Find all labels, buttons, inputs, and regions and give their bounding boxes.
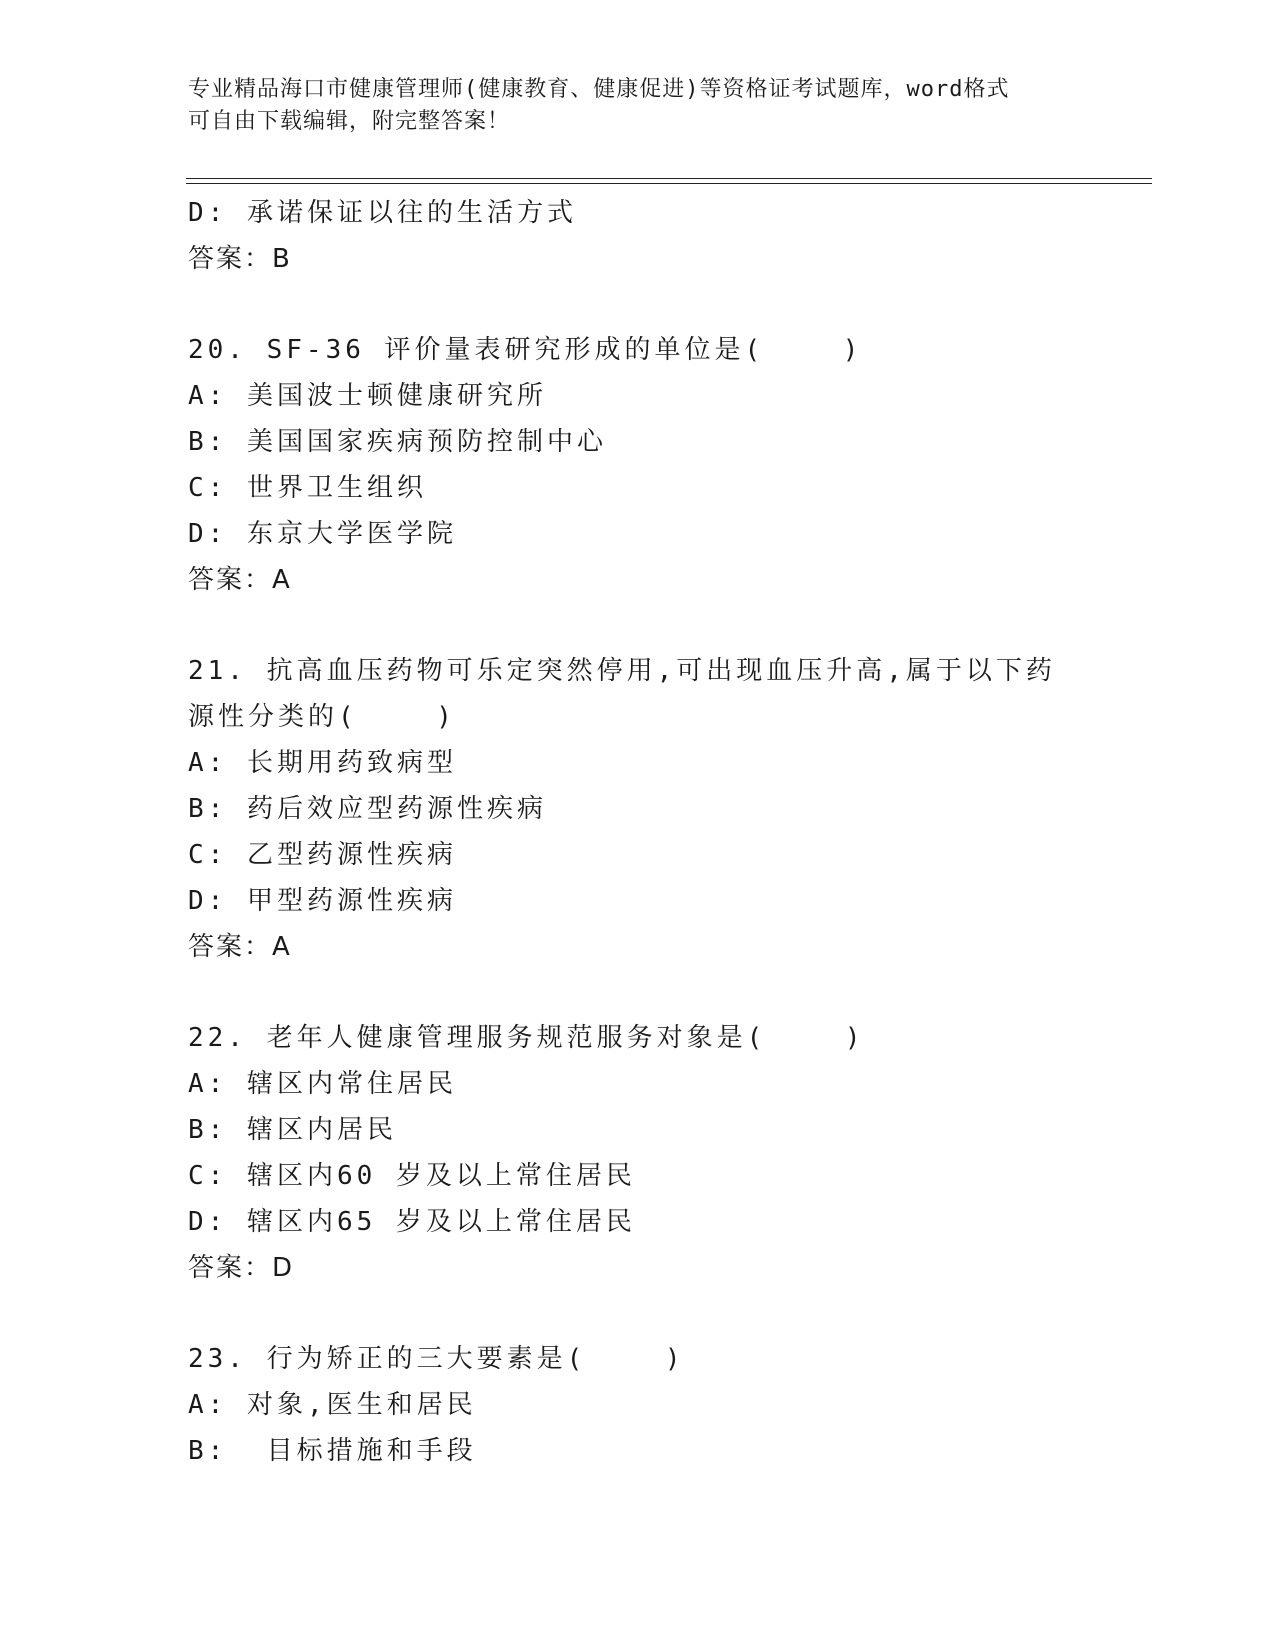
prev-question-tail <box>188 190 1088 282</box>
option-b: B: 美国国家疾病预防控制中心 <box>188 427 607 457</box>
question-22 <box>188 1015 1088 1291</box>
header-rule-top <box>186 178 1152 179</box>
question-stem: 20. SF-36 评价量表研究形成的单位是( ) <box>188 335 863 365</box>
question-21 <box>188 648 1088 970</box>
option-d: D: 辖区内65 岁及以上常住居民 <box>188 1207 636 1237</box>
option-d: D: 承诺保证以往的生活方式 <box>188 198 577 228</box>
option-a: A: 长期用药致病型 <box>188 748 457 778</box>
answer-line: 答案：A <box>188 932 292 962</box>
option-b: B: 目标措施和手段 <box>188 1436 477 1466</box>
option-d: D: 东京大学医学院 <box>188 519 457 549</box>
answer-line: 答案：D <box>188 1253 295 1283</box>
question-20 <box>188 327 1088 603</box>
option-c: C: 辖区内60 岁及以上常住居民 <box>188 1161 636 1191</box>
question-stem: 21. 抗高血压药物可乐定突然停用,可出现血压升高,属于以下药源性分类的( ) <box>188 656 1056 732</box>
document-header <box>188 74 1088 138</box>
option-a: A: 美国波士顿健康研究所 <box>188 381 547 411</box>
question-list <box>188 190 1088 1474</box>
option-c: C: 乙型药源性疾病 <box>188 840 457 870</box>
option-a: A: 对象,医生和居民 <box>188 1390 477 1420</box>
header-line-1: 专业精品海口市健康管理师(健康教育、健康促进)等资格证考试题库，word格式 <box>188 77 1010 102</box>
option-b: B: 辖区内居民 <box>188 1115 397 1145</box>
question-stem: 22. 老年人健康管理服务规范服务对象是( ) <box>188 1023 865 1053</box>
option-d: D: 甲型药源性疾病 <box>188 886 457 916</box>
question-23 <box>188 1336 1088 1474</box>
answer-line: 答案：B <box>188 244 292 274</box>
option-c: C: 世界卫生组织 <box>188 473 427 503</box>
header-rule-bottom <box>186 183 1152 184</box>
header-line-2: 可自由下载编辑，附完整答案！ <box>188 109 511 134</box>
answer-line: 答案：A <box>188 565 292 595</box>
option-b: B: 药后效应型药源性疾病 <box>188 794 547 824</box>
option-a: A: 辖区内常住居民 <box>188 1069 457 1099</box>
question-stem: 23. 行为矫正的三大要素是( ) <box>188 1344 685 1374</box>
